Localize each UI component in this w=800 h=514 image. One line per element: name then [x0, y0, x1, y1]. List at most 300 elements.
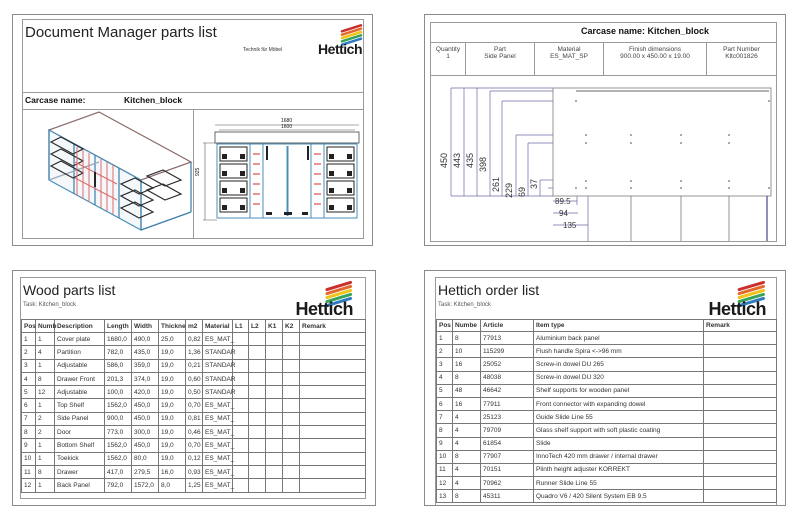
column-header: Remark: [704, 320, 777, 332]
table-cell: 8: [36, 465, 55, 478]
info-header: Finish dimensions: [628, 46, 682, 53]
column-header: K1: [266, 320, 283, 333]
table-cell: 19,0: [159, 386, 186, 399]
table-cell: [233, 412, 249, 425]
table-cell: ES_MAT_: [203, 465, 233, 478]
table-cell: 1: [36, 333, 55, 346]
table-cell: [249, 372, 266, 385]
table-cell: [266, 346, 283, 359]
table-cell: Aluminium back panel: [534, 332, 704, 345]
table-cell: 8: [453, 450, 481, 463]
table-cell: 1: [36, 479, 55, 492]
table-cell: [283, 426, 300, 439]
table-row: [437, 358, 777, 371]
table-cell: Runner Slide Line 55: [534, 477, 704, 490]
table-cell: 3: [22, 359, 36, 372]
table-cell: [266, 452, 283, 465]
table-cell: Guide Slide Line 55: [534, 411, 704, 424]
doc-manager-page: [12, 14, 373, 246]
info-cell-part-number: [707, 43, 776, 75]
table-cell: 8: [36, 372, 55, 385]
table-cell: STANDAR: [203, 372, 233, 385]
table-cell: [266, 465, 283, 478]
table-cell: Screw-in dowel DU 265: [534, 358, 704, 371]
table-cell: 16,0: [159, 465, 186, 478]
hdim-94: 94: [559, 209, 568, 218]
vdim-229: 229: [504, 182, 514, 198]
table-cell: 5: [22, 386, 36, 399]
table-cell: 16: [453, 358, 481, 371]
table-cell: 77911: [481, 397, 534, 410]
table-cell: Partition: [55, 346, 105, 359]
table-cell: Back Panel: [55, 479, 105, 492]
table-row: [22, 399, 366, 412]
table-cell: 9: [22, 439, 36, 452]
wood-parts-title: Wood parts list: [23, 282, 116, 298]
table-cell: [704, 371, 777, 384]
table-row: [22, 386, 366, 399]
table-cell: [704, 358, 777, 371]
table-row: [437, 411, 777, 424]
table-row: [22, 479, 366, 492]
table-cell: 5: [437, 384, 453, 397]
table-cell: [300, 346, 366, 359]
table-cell: [249, 412, 266, 425]
table-cell: 4: [453, 463, 481, 476]
column-header: K2: [283, 320, 300, 333]
table-cell: 8: [22, 426, 36, 439]
table-cell: [300, 386, 366, 399]
table-cell: [300, 399, 366, 412]
table-cell: 1,36: [186, 346, 203, 359]
table-cell: 8: [453, 332, 481, 345]
info-cell-quantity: [431, 43, 466, 75]
table-cell: Drawer Front: [55, 372, 105, 385]
wood-parts-task: Task: Kitchen_block: [23, 302, 77, 308]
table-cell: [283, 386, 300, 399]
column-header: Pos: [437, 320, 453, 332]
table-cell: [300, 479, 366, 492]
table-row: [22, 333, 366, 346]
table-cell: Side Panel: [55, 412, 105, 425]
table-cell: [249, 439, 266, 452]
table-cell: [283, 399, 300, 412]
table-cell: [233, 439, 249, 452]
table-cell: Shelf supports for wooden panel: [534, 384, 704, 397]
table-cell: 0,81: [186, 412, 203, 425]
table-cell: [249, 359, 266, 372]
table-cell: [249, 452, 266, 465]
table-cell: 0,70: [186, 399, 203, 412]
logo-wordmark: Hettich: [318, 41, 362, 57]
table-cell: 450,0: [132, 399, 159, 412]
table-cell: 1562,0: [105, 439, 132, 452]
hettich-logo: [702, 282, 766, 318]
table-cell: 10: [437, 450, 453, 463]
table-row: [22, 346, 366, 359]
table-cell: 374,0: [132, 372, 159, 385]
table-cell: 8: [453, 371, 481, 384]
table-cell: ES_MAT_: [203, 439, 233, 452]
table-cell: 8: [453, 490, 481, 503]
table-cell: 450,0: [132, 412, 159, 425]
table-cell: 77907: [481, 450, 534, 463]
table-cell: Drawer: [55, 465, 105, 478]
table-cell: [266, 412, 283, 425]
table-row: [437, 477, 777, 490]
table-cell: 490,0: [132, 333, 159, 346]
hdim-135: 135: [563, 221, 577, 230]
table-cell: [283, 465, 300, 478]
table-row: [437, 384, 777, 397]
table-cell: 70962: [481, 477, 534, 490]
table-cell: 792,0: [105, 479, 132, 492]
table-cell: ES_MAT_: [203, 426, 233, 439]
order-list-table: [436, 319, 777, 503]
table-cell: 13: [437, 490, 453, 503]
carcase-value: Kitchen_block: [124, 95, 183, 105]
table-cell: [249, 399, 266, 412]
table-cell: [249, 426, 266, 439]
wood-parts-table: [21, 319, 366, 493]
table-cell: 2: [36, 426, 55, 439]
table-cell: [300, 333, 366, 346]
table-cell: 1572,0: [132, 479, 159, 492]
front-height: 925: [195, 167, 201, 176]
info-value: Kltc001826: [725, 53, 758, 60]
table-cell: 2: [437, 345, 453, 358]
table-cell: [249, 346, 266, 359]
table-cell: 0,46: [186, 426, 203, 439]
table-cell: ES_MAT_: [203, 479, 233, 492]
info-value: ES_MAT_SP: [550, 53, 588, 60]
table-cell: [300, 439, 366, 452]
table-cell: 48038: [481, 371, 534, 384]
table-row: [22, 426, 366, 439]
table-cell: [704, 450, 777, 463]
column-header: m2: [186, 320, 203, 333]
table-row: [437, 345, 777, 358]
table-cell: [704, 332, 777, 345]
wood-parts-frame: [20, 277, 366, 499]
table-cell: [283, 346, 300, 359]
table-cell: [704, 384, 777, 397]
table-cell: 0,50: [186, 386, 203, 399]
vdim-450: 450: [439, 152, 449, 168]
table-cell: 19,0: [159, 439, 186, 452]
table-cell: STANDAR: [203, 346, 233, 359]
table-row: [437, 424, 777, 437]
table-cell: 6: [437, 397, 453, 410]
table-cell: 45311: [481, 490, 534, 503]
table-cell: 4: [437, 371, 453, 384]
table-cell: [249, 479, 266, 492]
table-cell: Quadro V6 / 420 Silent System EB 9,5: [534, 490, 704, 503]
table-cell: 420,0: [132, 386, 159, 399]
table-cell: [233, 479, 249, 492]
table-cell: 61854: [481, 437, 534, 450]
table-cell: Plinth height adjuster KORREKT: [534, 463, 704, 476]
info-value: Side Panel: [484, 53, 516, 60]
table-row: [437, 490, 777, 503]
table-cell: 7: [437, 411, 453, 424]
column-header: Length: [105, 320, 132, 333]
table-cell: [283, 479, 300, 492]
table-cell: 0,93: [186, 465, 203, 478]
table-cell: STANDAR: [203, 386, 233, 399]
table-cell: ES_MAT_: [203, 333, 233, 346]
table-cell: [704, 397, 777, 410]
order-list-header-row: [437, 320, 777, 332]
column-header: Description: [55, 320, 105, 333]
table-cell: Glass shelf support with soft plastic coating: [534, 424, 704, 437]
table-row: [437, 332, 777, 345]
table-cell: 115299: [481, 345, 534, 358]
table-cell: [704, 424, 777, 437]
table-cell: Adjustable: [55, 359, 105, 372]
table-cell: 1562,0: [105, 452, 132, 465]
table-cell: 4: [453, 477, 481, 490]
table-cell: 417,0: [105, 465, 132, 478]
table-cell: 0,70: [186, 439, 203, 452]
table-cell: 77913: [481, 332, 534, 345]
table-cell: 3: [437, 358, 453, 371]
column-header: Remark: [300, 320, 366, 333]
table-cell: [233, 465, 249, 478]
table-cell: [300, 426, 366, 439]
table-cell: [704, 345, 777, 358]
wood-parts-page: [12, 270, 376, 506]
table-cell: 8: [437, 424, 453, 437]
table-cell: [266, 359, 283, 372]
table-cell: [266, 386, 283, 399]
table-cell: 1562,0: [105, 399, 132, 412]
view-divider: [193, 109, 194, 239]
info-header: Quantity: [435, 46, 461, 53]
vdim-37: 37: [529, 178, 539, 189]
info-header: Part: [494, 46, 506, 53]
table-row: [437, 450, 777, 463]
table-cell: 1: [36, 399, 55, 412]
table-cell: [300, 452, 366, 465]
table-cell: 25123: [481, 411, 534, 424]
table-cell: 773,0: [105, 426, 132, 439]
carcase-label: Carcase name:: [25, 95, 86, 105]
order-list-task: Task: Kitchen_block: [438, 302, 492, 308]
vdim-261: 261: [491, 176, 501, 192]
order-list-frame: [435, 277, 777, 505]
info-header: Part Number: [723, 46, 760, 53]
table-cell: STANDAR: [203, 359, 233, 372]
table-cell: 10: [453, 345, 481, 358]
table-cell: 70151: [481, 463, 534, 476]
info-cell-material: [535, 43, 604, 75]
info-cell-part: [466, 43, 535, 75]
front-width-inner: 1600: [281, 124, 293, 130]
table-cell: [249, 465, 266, 478]
table-cell: [704, 463, 777, 476]
front-view-drawing: [195, 110, 363, 238]
table-cell: 4: [22, 372, 36, 385]
table-cell: 0,21: [186, 359, 203, 372]
column-header: Article: [481, 320, 534, 332]
table-cell: 435,0: [132, 346, 159, 359]
order-list-page: [424, 270, 786, 506]
table-cell: 100,0: [105, 386, 132, 399]
table-cell: [233, 333, 249, 346]
front-width-outer: 1680: [281, 118, 293, 124]
table-cell: [249, 386, 266, 399]
table-cell: Screw-in dowel DU 320: [534, 371, 704, 384]
table-cell: 19,0: [159, 452, 186, 465]
table-cell: 300,0: [132, 426, 159, 439]
table-cell: 19,0: [159, 412, 186, 425]
table-cell: 25052: [481, 358, 534, 371]
vdim-435: 435: [465, 152, 475, 168]
table-row: [437, 371, 777, 384]
hdim-89-5: 89.5: [555, 197, 571, 206]
table-cell: 586,0: [105, 359, 132, 372]
side-panel-drawing: [431, 75, 776, 241]
table-cell: 4: [453, 424, 481, 437]
table-cell: 11: [437, 463, 453, 476]
table-cell: 2: [36, 412, 55, 425]
table-cell: [704, 411, 777, 424]
table-row: [22, 465, 366, 478]
table-cell: Front connector with expanding dowel: [534, 397, 704, 410]
table-cell: 19,0: [159, 426, 186, 439]
table-cell: [300, 359, 366, 372]
brand-tagline: Technik für Möbel: [243, 47, 283, 53]
table-cell: 8,0: [159, 479, 186, 492]
table-cell: [266, 479, 283, 492]
table-cell: 12: [36, 386, 55, 399]
column-header: Numbe: [453, 320, 481, 332]
logo-wordmark: Hettich: [708, 299, 766, 319]
table-cell: [283, 372, 300, 385]
table-cell: InnoTech 420 mm drawer / internal drawer: [534, 450, 704, 463]
column-header: Pos: [22, 320, 36, 333]
table-cell: 4: [453, 411, 481, 424]
hettich-logo: [291, 282, 353, 318]
column-header: Numb: [36, 320, 55, 333]
table-row: [22, 439, 366, 452]
order-list-title: Hettich order list: [438, 282, 540, 298]
table-cell: 0,60: [186, 372, 203, 385]
table-cell: 279,5: [132, 465, 159, 478]
table-cell: Top Shelf: [55, 399, 105, 412]
table-cell: 79709: [481, 424, 534, 437]
table-cell: 48: [453, 384, 481, 397]
info-value: 900.00 x 450.00 x 19.00: [620, 53, 690, 60]
carcase-row: [23, 92, 363, 110]
vdim-443: 443: [452, 152, 462, 168]
table-cell: 4: [36, 346, 55, 359]
table-cell: 1: [36, 452, 55, 465]
table-cell: [283, 359, 300, 372]
table-cell: [704, 437, 777, 450]
table-cell: Flush handle Spira <->96 mm: [534, 345, 704, 358]
hettich-logo: [313, 25, 363, 59]
table-cell: 1: [36, 359, 55, 372]
table-cell: 46642: [481, 384, 534, 397]
panel-detail-page: [424, 14, 786, 246]
table-cell: [704, 477, 777, 490]
table-cell: 7: [22, 412, 36, 425]
table-cell: [266, 426, 283, 439]
column-header: Material: [203, 320, 233, 333]
table-row: [22, 412, 366, 425]
column-header: Item type: [534, 320, 704, 332]
table-cell: 201,3: [105, 372, 132, 385]
table-cell: 19,0: [159, 399, 186, 412]
logo-wordmark: Hettich: [295, 299, 353, 319]
table-cell: 19,0: [159, 372, 186, 385]
table-cell: [300, 412, 366, 425]
isometric-cabinet-drawing: [29, 112, 189, 237]
table-cell: 9: [437, 437, 453, 450]
table-row: [22, 359, 366, 372]
table-cell: ES_MAT_: [203, 452, 233, 465]
table-cell: 4: [453, 437, 481, 450]
table-cell: 19,0: [159, 359, 186, 372]
table-cell: [249, 333, 266, 346]
table-cell: Cover plate: [55, 333, 105, 346]
table-cell: [233, 399, 249, 412]
table-cell: 19,0: [159, 346, 186, 359]
table-cell: [300, 465, 366, 478]
table-cell: [266, 399, 283, 412]
column-header: Width: [132, 320, 159, 333]
table-cell: 782,0: [105, 346, 132, 359]
table-cell: Slide: [534, 437, 704, 450]
table-cell: [233, 426, 249, 439]
table-cell: [266, 439, 283, 452]
info-header: Material: [557, 46, 581, 53]
table-cell: [233, 452, 249, 465]
table-row: [22, 372, 366, 385]
table-cell: ES_MAT_: [203, 412, 233, 425]
table-cell: 2: [22, 346, 36, 359]
table-cell: 0,12: [186, 452, 203, 465]
wood-parts-header-row: [22, 320, 366, 333]
table-cell: [283, 439, 300, 452]
panel-info-row: [431, 42, 776, 76]
doc-manager-frame: [22, 19, 364, 239]
table-row: [437, 463, 777, 476]
panel-detail-frame: [430, 22, 777, 242]
table-row: [437, 437, 777, 450]
panel-carcase-title: Carcase name: Kitchen_block: [581, 26, 710, 36]
table-cell: 359,0: [132, 359, 159, 372]
table-cell: 16: [453, 397, 481, 410]
table-cell: ES_MAT_: [203, 399, 233, 412]
table-cell: 1: [437, 332, 453, 345]
table-cell: 900,0: [105, 412, 132, 425]
table-cell: Door: [55, 426, 105, 439]
table-cell: 0,82: [186, 333, 203, 346]
table-cell: [266, 372, 283, 385]
table-cell: 450,0: [132, 439, 159, 452]
table-cell: [283, 333, 300, 346]
column-header: L2: [249, 320, 266, 333]
column-header: Thickne: [159, 320, 186, 333]
table-cell: [283, 452, 300, 465]
info-value: 1: [446, 53, 450, 60]
table-cell: 1,25: [186, 479, 203, 492]
table-cell: Toekick: [55, 452, 105, 465]
table-cell: 25,0: [159, 333, 186, 346]
